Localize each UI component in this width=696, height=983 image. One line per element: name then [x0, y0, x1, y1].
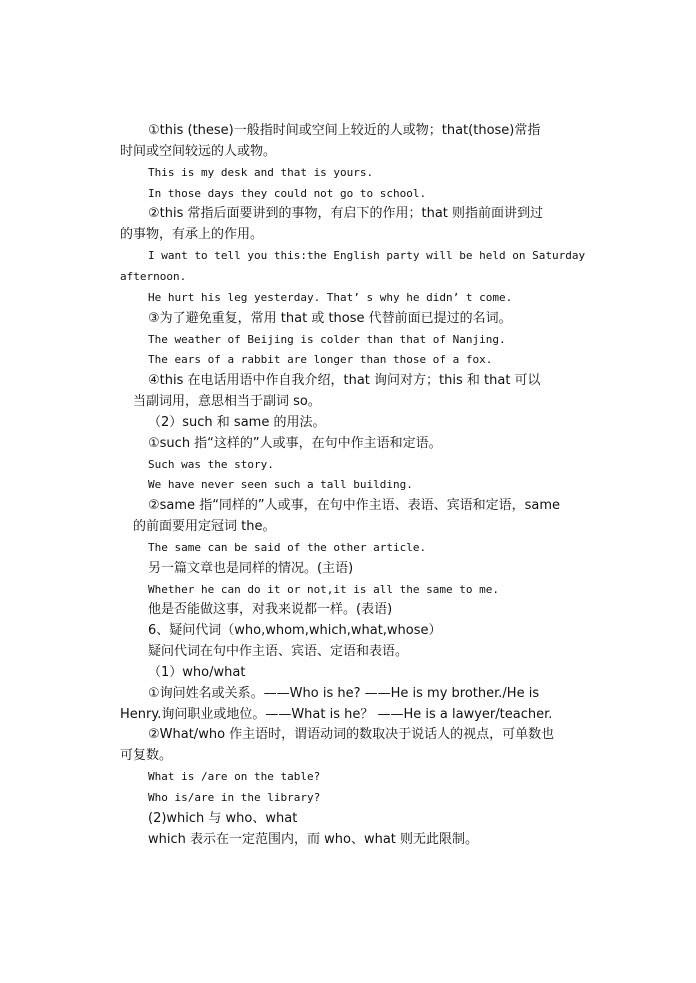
text-line: Henry.询问职业或地位。——What is he？ ——He is a lawyer/teacher. — [120, 707, 553, 722]
text-line: 疑问代词在句中作主语、宾语、定语和表语。 — [148, 644, 409, 659]
text-line: 当副词用，意思相当于副词 so。 — [133, 394, 321, 409]
text-line: ④this 在电话用语中作自我介绍，that 询问对方；this 和 that 可以 — [148, 373, 541, 388]
text-line: 的事物，有承上的作用。 — [120, 227, 264, 242]
text-line: 另一篇文章也是同样的情况。(主语) — [148, 561, 354, 576]
text-line: （1）who/what — [148, 665, 246, 680]
text-line: We have never seen such a tall building. — [148, 478, 413, 491]
text-line: The weather of Beijing is colder than that of Nanjing. — [148, 333, 506, 346]
text-line: I want to tell you this:the English party will be held on Saturday — [148, 249, 586, 262]
text-line: What is /are on the table? — [148, 770, 321, 783]
text-line: 时间或空间较远的人或物。 — [120, 144, 277, 159]
text-line: Such was the story. — [148, 458, 274, 471]
text-line: afternoon. — [120, 270, 187, 283]
text-line: （2）such 和 same 的用法。 — [148, 415, 326, 430]
text-line: 可复数。 — [120, 748, 173, 763]
text-line: ②same 指“同样的”人或事，在句中作主语、表语、宾语和定语，same — [148, 498, 561, 513]
text-line: ②this 常指后面要讲到的事物，有启下的作用；that 则指前面讲到过 — [148, 206, 544, 221]
text-line: The same can be said of the other article. — [148, 541, 427, 554]
text-line: ①询问姓名或关系。——Who is he? ——He is my brother./He is — [148, 686, 540, 701]
text-line: (2)which 与 who、what — [148, 811, 298, 826]
text-line: Whether he can do it or not,it is all the same to me. — [148, 583, 499, 596]
text-line: ①such 指“这样的”人或事，在句中作主语和定语。 — [148, 436, 442, 451]
text-line: In those days they could not go to school. — [148, 187, 427, 200]
text-line: He hurt his leg yesterday. That’ s why he didn’ t come. — [148, 291, 513, 304]
text-line: 6、疑问代词（who,whom,which,what,whose） — [148, 623, 442, 638]
text-line: which 表示在一定范围内，而 who、what 则无此限制。 — [148, 832, 479, 847]
text-line: ②What/who 作主语时，谓语动词的数取决于说话人的视点，可单数也 — [148, 727, 555, 742]
text-line: This is my desk and that is yours. — [148, 166, 374, 179]
text-line: Who is/are in the library? — [148, 791, 321, 804]
text-line: ①this (these)一般指时间或空间上较近的人或物；that(those)常指 — [148, 123, 541, 138]
text-line: The ears of a rabbit are longer than those of a fox. — [148, 353, 493, 366]
text-line: ③为了避免重复，常用 that 或 those 代替前面已提过的名词。 — [148, 311, 512, 326]
text-line: 的前面要用定冠词 the。 — [133, 519, 276, 534]
text-line: 他是否能做这事，对我来说都一样。(表语) — [148, 602, 393, 617]
